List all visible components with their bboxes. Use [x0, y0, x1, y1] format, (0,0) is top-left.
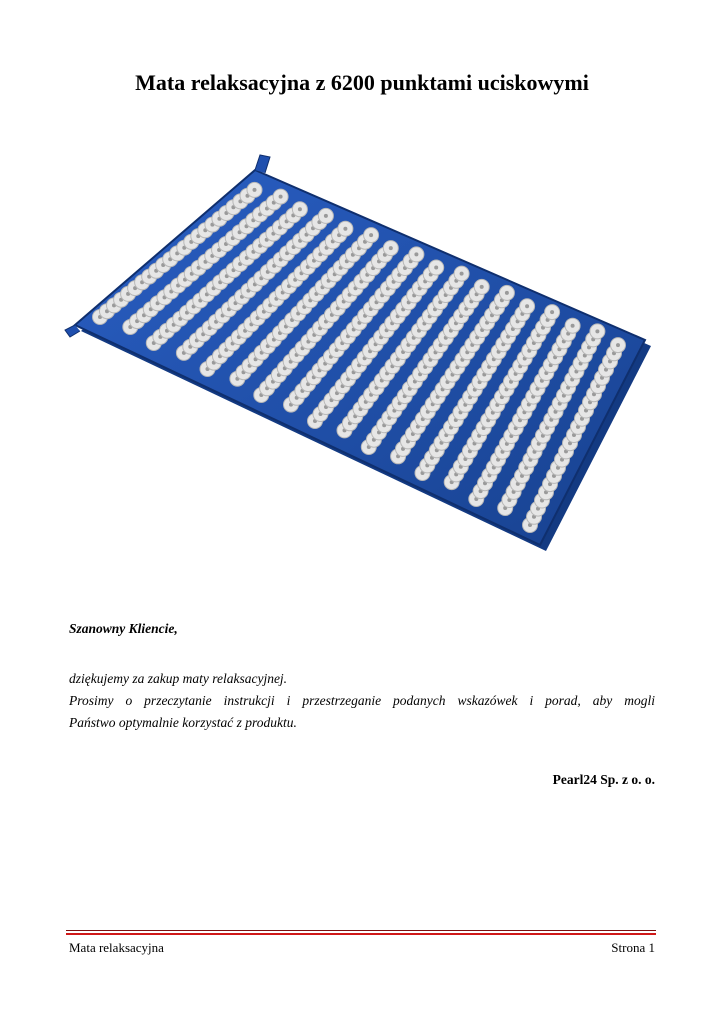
acupressure-mat-image: [60, 145, 670, 555]
thanks-paragraph: dziękujemy za zakup maty relaksacyjnej.: [69, 671, 288, 686]
spike-center: [505, 291, 509, 295]
spike-center: [480, 285, 484, 289]
spike-center: [414, 252, 418, 256]
greeting: Szanowny Kliencie,: [69, 621, 178, 636]
instruction-paragraph-line-1: Prosimy o przeczytanie instrukcji i przestrzeganie podanych wskazówek i porad, aby mogli: [69, 693, 655, 708]
body-text: [69, 668, 655, 734]
spike-center: [389, 246, 393, 250]
spike-center: [571, 324, 575, 328]
page-title: Mata relaksacyjna z 6200 punktami uciskowymi: [135, 70, 589, 95]
footer-divider: [66, 930, 656, 931]
spike-center: [369, 233, 373, 237]
footer-page-number: Strona 1: [611, 940, 655, 955]
spike-center: [525, 304, 529, 308]
footer-divider-accent: [66, 933, 656, 935]
instruction-paragraph-line-2: Państwo optymalnie korzystać z produktu.: [69, 715, 297, 730]
spike-center: [343, 227, 347, 231]
spike-center: [434, 266, 438, 270]
spike-center: [298, 207, 302, 211]
signature: Pearl24 Sp. z o. o.: [552, 772, 655, 787]
spike-center: [324, 214, 328, 218]
spike-center: [279, 195, 283, 199]
spike-center: [616, 343, 620, 347]
spike-center: [460, 272, 464, 276]
footer-document-name: Mata relaksacyjna: [69, 940, 164, 955]
spike-center: [595, 329, 599, 333]
spike-center: [253, 188, 257, 192]
spike-center: [550, 310, 554, 314]
